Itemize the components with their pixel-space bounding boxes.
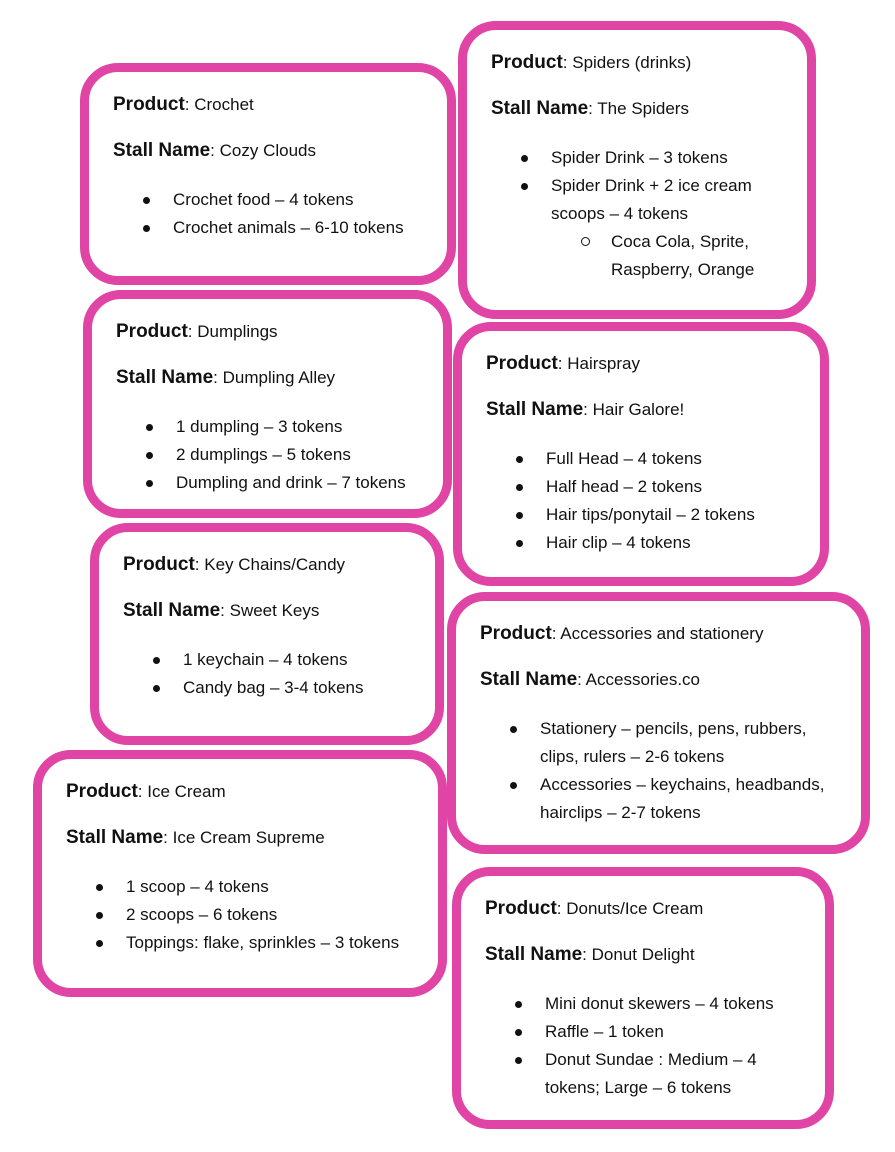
stall-name-value: Sweet Keys — [229, 601, 320, 620]
stall-name-field — [66, 827, 416, 849]
stall-name-field — [116, 367, 421, 389]
item-text: 2 scoops – 6 tokens — [126, 905, 278, 924]
separator: : — [583, 400, 593, 419]
product-field — [485, 898, 803, 920]
stall-name-label: Stall Name — [480, 669, 578, 690]
stall-name-value: Cozy Clouds — [219, 141, 316, 160]
list-item — [521, 172, 771, 284]
stall-card-donuts — [452, 867, 834, 1129]
product-label: Product — [480, 623, 552, 644]
item-text: Coca Cola, Sprite, Raspberry, Orange — [611, 232, 755, 279]
stall-name-value: Hair Galore! — [592, 400, 685, 419]
list-item — [143, 214, 425, 242]
stall-card-keychains — [90, 523, 444, 745]
list-item — [516, 501, 798, 529]
product-label: Product — [116, 321, 188, 342]
separator: : — [210, 141, 220, 160]
stall-name-value: Accessories.co — [585, 670, 700, 689]
item-text: 1 dumpling – 3 tokens — [176, 417, 343, 436]
separator: : — [163, 828, 173, 847]
list-item — [96, 873, 416, 901]
sub-list-item — [581, 228, 761, 284]
separator: : — [582, 945, 592, 964]
product-label: Product — [486, 353, 558, 374]
item-text: Crochet food – 4 tokens — [173, 190, 354, 209]
stall-name-field — [486, 399, 798, 421]
item-text: Candy bag – 3-4 tokens — [183, 678, 364, 697]
item-text: Donut Sundae : Medium – 4 tokens; Large – 6 tokens — [545, 1050, 757, 1097]
item-text: Crochet animals – 6-10 tokens — [173, 218, 404, 237]
list-item — [146, 469, 421, 497]
stall-name-label: Stall Name — [113, 140, 211, 161]
item-text: Dumpling and drink – 7 tokens — [176, 473, 406, 492]
item-text: 1 scoop – 4 tokens — [126, 877, 269, 896]
item-text: 2 dumplings – 5 tokens — [176, 445, 351, 464]
list-item — [96, 901, 416, 929]
list-item — [146, 413, 421, 441]
price-list — [480, 715, 840, 827]
list-item — [521, 144, 771, 172]
list-item — [515, 990, 805, 1018]
product-value: Donuts/Ice Cream — [566, 899, 704, 918]
product-value: Accessories and stationery — [560, 624, 764, 643]
list-item — [516, 473, 798, 501]
product-value: Hairspray — [567, 354, 640, 373]
stall-card-icecream — [33, 750, 447, 997]
item-text: Hair clip – 4 tokens — [546, 533, 691, 552]
separator: : — [137, 782, 148, 801]
product-value: Crochet — [194, 95, 254, 114]
product-field — [123, 554, 413, 576]
product-field — [113, 94, 425, 116]
separator: : — [556, 899, 567, 918]
separator: : — [213, 368, 223, 387]
separator: : — [551, 624, 561, 643]
price-list — [113, 186, 425, 242]
list-item — [153, 646, 413, 674]
stall-name-field — [123, 600, 413, 622]
list-item — [516, 529, 798, 557]
product-field — [66, 781, 416, 803]
item-text: Spider Drink – 3 tokens — [551, 148, 728, 167]
separator: : — [557, 354, 568, 373]
product-field — [116, 321, 421, 343]
product-value: Key Chains/Candy — [204, 555, 346, 574]
list-item — [510, 715, 840, 771]
stall-card-spiders — [458, 21, 816, 319]
list-item — [516, 445, 798, 473]
list-item — [515, 1018, 805, 1046]
stall-name-field — [480, 669, 839, 691]
separator: : — [187, 322, 198, 341]
list-item — [146, 441, 421, 469]
item-text: Mini donut skewers – 4 tokens — [545, 994, 774, 1013]
price-list — [66, 873, 416, 957]
stall-card-hairspray — [453, 322, 829, 586]
item-text: Toppings: flake, sprinkles – 3 tokens — [126, 933, 400, 952]
stall-name-label: Stall Name — [66, 827, 164, 848]
item-text: Stationery – pencils, pens, rubbers, clips, rulers – 2-6 tokens — [540, 719, 807, 766]
stall-name-label: Stall Name — [123, 600, 221, 621]
stall-name-label: Stall Name — [486, 399, 584, 420]
product-label: Product — [123, 554, 195, 575]
stall-name-value: Ice Cream Supreme — [172, 828, 325, 847]
separator: : — [184, 95, 195, 114]
item-text: Raffle – 1 token — [545, 1022, 664, 1041]
separator: : — [562, 53, 573, 72]
product-value: Ice Cream — [147, 782, 226, 801]
price-list — [485, 990, 805, 1102]
price-list — [486, 445, 798, 557]
separator: : — [194, 555, 205, 574]
product-label: Product — [113, 94, 185, 115]
price-list — [123, 646, 413, 702]
stall-card-crochet — [80, 63, 456, 285]
stall-name-field — [491, 98, 785, 120]
product-field — [480, 623, 839, 645]
stall-card-accessories — [447, 592, 870, 854]
list-item — [153, 674, 413, 702]
item-text: Full Head – 4 tokens — [546, 449, 702, 468]
product-label: Product — [491, 52, 563, 73]
separator: : — [220, 601, 230, 620]
item-text: Hair tips/ponytail – 2 tokens — [546, 505, 755, 524]
separator: : — [588, 99, 598, 118]
product-field — [486, 353, 798, 375]
flavor-sublist — [551, 228, 761, 284]
product-label: Product — [66, 781, 138, 802]
stall-name-value: Donut Delight — [591, 945, 695, 964]
stall-name-label: Stall Name — [485, 944, 583, 965]
list-item — [143, 186, 425, 214]
stall-card-dumplings — [83, 290, 452, 518]
stall-name-label: Stall Name — [491, 98, 589, 119]
product-field — [491, 52, 785, 74]
stall-name-field — [113, 140, 425, 162]
separator: : — [577, 670, 586, 689]
item-text: 1 keychain – 4 tokens — [183, 650, 348, 669]
product-value: Dumplings — [197, 322, 278, 341]
stall-name-label: Stall Name — [116, 367, 214, 388]
price-list — [116, 413, 421, 497]
list-item — [515, 1046, 805, 1102]
item-text: Accessories – keychains, headbands, hairclips – 2-7 tokens — [540, 775, 825, 822]
stall-name-value: The Spiders — [597, 99, 689, 118]
stall-name-field — [485, 944, 803, 966]
list-item — [96, 929, 416, 957]
list-item — [510, 771, 840, 827]
item-text: Spider Drink + 2 ice cream scoops – 4 tokens — [551, 176, 752, 223]
stall-name-value: Dumpling Alley — [222, 368, 336, 387]
product-value: Spiders (drinks) — [572, 53, 692, 72]
product-label: Product — [485, 898, 557, 919]
price-list — [491, 144, 771, 284]
item-text: Half head – 2 tokens — [546, 477, 702, 496]
